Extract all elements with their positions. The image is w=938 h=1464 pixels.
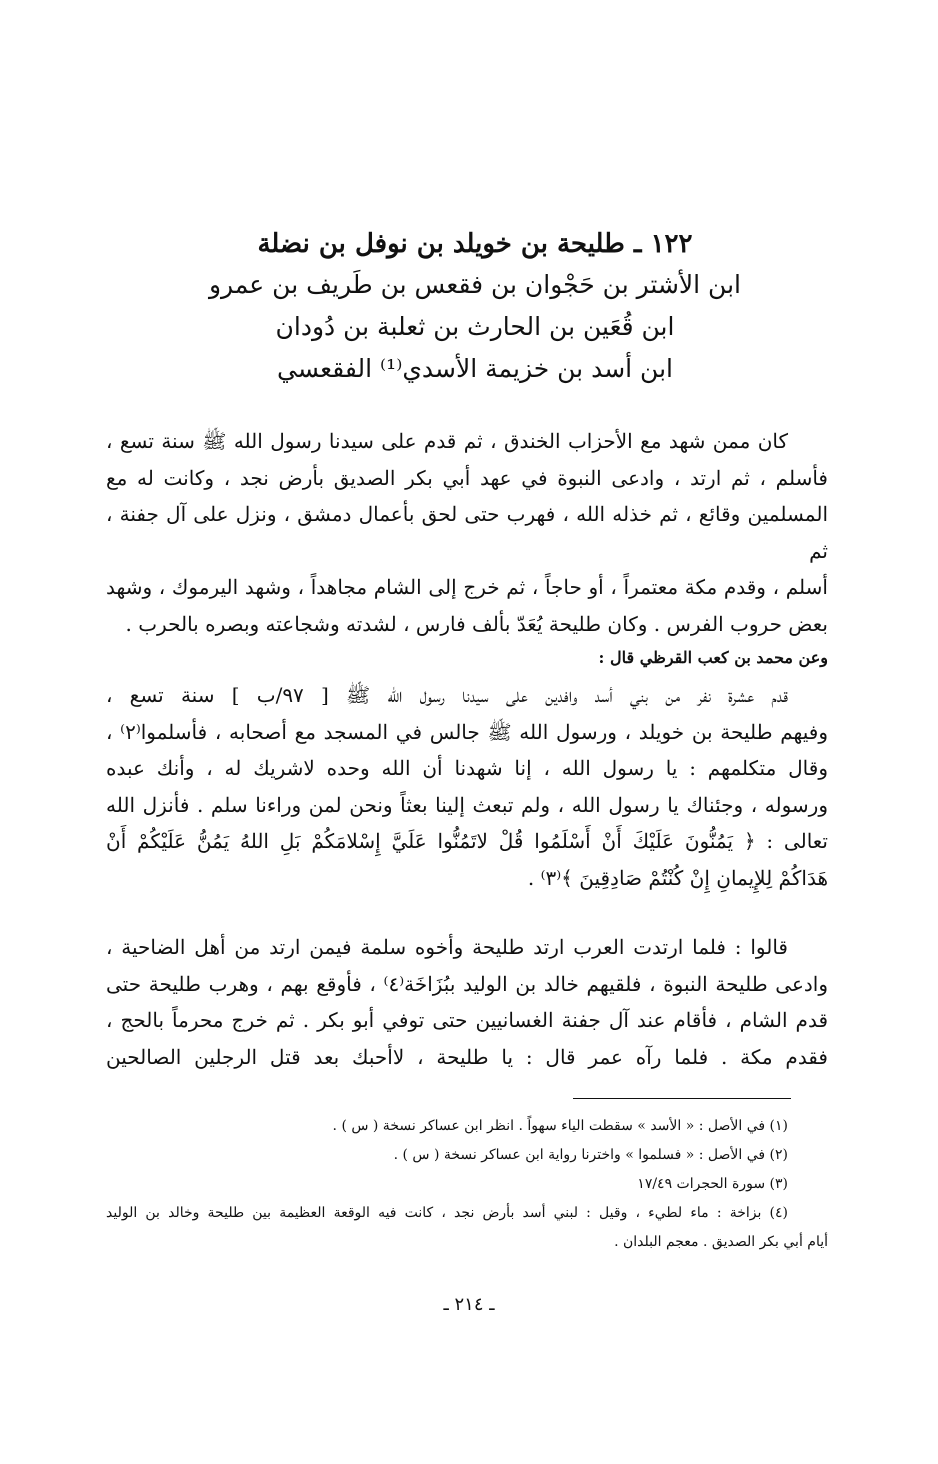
text-line: تعالى : ﴿ يَمُنُّونَ عَلَيْكَ أَنْ أَسْلَمُوا قُلْ لاتَمُنُّوا عَلَيَّ إِسْلامَكُمْ بَلِ اللهُ يَمُنُّ عَلَيْكُمْ أَنْ [106,829,828,853]
text-line: المسلمين وقائع ، ثم خذله الله ، فهرب حتى لحق بأعمال دمشق ، ونزل على آل جفنة ، ثم [106,502,828,563]
text-line: ورسوله ، وجئناك يا رسول الله ، ولم تبعث إلينا بعثاً ونحن لمن وراءنا سلم . فأنزل الله [106,792,828,817]
text-line: أسلم ، وقدم مكة معتمراً ، أو حاجاً ، ثم خرج إلى الشام مجاهداً ، وشهد اليرموك ، وشهد [106,575,828,599]
text-line: وادعى طليحة النبوة ، فلقيهم خالد بن الوليد ببُزَاخَة⁽٤⁾ ، فأوقع بهم ، وهرب طليحة حتى [106,971,828,996]
text-line: قالوا : فلما ارتدت العرب ارتد طليحة وأخوه سلمة فيمن ارتد من أهل الضاحية ، [106,935,788,959]
lineage-line-1: ابن الأشتر بن حَجْوان بن فقعس بن طَريف بن عمرو [208,270,741,299]
entry-title: ١٢٢ ـ طليحة بن خويلد بن نوفل بن نضلة [257,229,693,259]
paragraph-biography [106,423,828,642]
subheading: وعن محمد بن كعب القرظي قال : [598,648,828,667]
footnote: (٤) بزاخة : ماء لطيء ، وقيل : لبني أسد بأرض نجد ، كانت فيه الوقعة العظيمة بين طليحة وخالد بن الوليد [106,1205,788,1221]
text-line: فأسلم ، ثم ارتد ، وادعى النبوة في عهد أبي بكر الصديق بأرض نجد ، وكانت له مع [106,465,828,490]
text-line: قدم الشام ، فأقام عند آل جفنة الغسانيين حتى توفي أبو بكر . ثم خرج محرماً بالحج ، [106,1008,828,1032]
lineage-line-3: ابن أسد بن خزيمة الأسدي⁽¹⁾ الفقعسي [277,354,673,383]
footnote-divider [573,1098,791,1099]
narration-heading [106,644,828,672]
footnote-continuation: أيام أبي بكر الصديق . معجم البلدان . [614,1234,828,1250]
text-line: فقدم مكة . فلما رآه عمر قال : يا طليحة ، لاأحبك بعد قتل الرجلين الصالحين [106,1044,828,1069]
page-number: ـ ٢١٤ ـ [443,1294,495,1315]
footnote: (٢) في الأصل : « فسلموا » واخترنا رواية ابن عساكر نسخة ( س ) . [393,1147,788,1163]
footnotes [106,1112,828,1257]
footnote: (١) في الأصل : « الأسد » سقطت الياء سهواً . انظر ابن عساكر نسخة ( س ) . [332,1118,788,1134]
footnote: (٣) سورة الحجرات ١٧/٤٩ [637,1176,788,1192]
entry-heading [150,224,800,390]
text-line: قدم عشرة نفر من بني أسد وافدين على سيدنا رسول الله ﷺ [ ٩٧/ب ] سنة تسع ، [106,683,788,707]
text-line: كان ممن شهد مع الأحزاب الخندق ، ثم قدم على سيدنا رسول الله ﷺ سنة تسع ، [106,429,788,453]
paragraph-delegation [106,677,828,896]
text-line: هَدَاكُمْ لِلإِيمانِ إِنْ كُنْتُمْ صَادِقِينَ ﴾⁽٣⁾ . [527,865,828,890]
text-line: وقال متكلمهم : يا رسول الله ، إنا شهدنا أن الله وحده لاشريك له ، وأنك عبده [106,756,828,780]
text-line: وفيهم طليحة بن خويلد ، ورسول الله ﷺ جالس في المسجد مع أصحابه ، فأسلموا⁽٢⁾ ، [106,719,828,744]
text-line: بعض حروب الفرس . وكان طليحة يُعَدّ بألف فارس ، لشدته وشجاعته وبصره بالحرب . [125,611,828,636]
paragraph-apostasy [106,929,828,1075]
lineage-line-2: ابن قُعَين بن الحارث بن ثعلبة بن دُودان [275,312,675,341]
